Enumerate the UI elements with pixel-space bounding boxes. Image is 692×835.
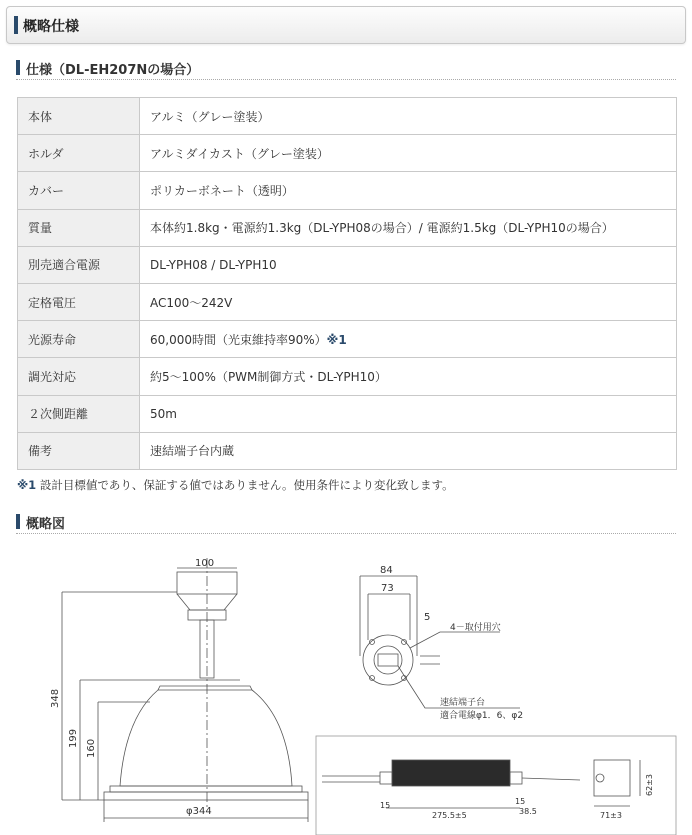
spec-row	[18, 209, 677, 246]
spec-value: アルミダイカスト（グレー塗装）	[150, 146, 329, 161]
dim-label-160: 160	[86, 738, 97, 758]
spec-value-cell	[140, 283, 677, 320]
cover-plate	[104, 792, 308, 800]
spec-value: DL-YPH08 / DL-YPH10	[150, 257, 277, 272]
dim-label-100: 100	[195, 558, 215, 569]
dim-label-15-left: 15	[380, 801, 391, 810]
psu-end-port	[596, 774, 604, 782]
spec-value-cell	[140, 321, 677, 358]
dim-label-73: 73	[381, 583, 394, 594]
spec-label: ホルダ	[18, 135, 140, 172]
spec-value-cell	[140, 135, 677, 172]
spec-row	[18, 98, 677, 135]
dim-label-diameter: φ344	[186, 806, 212, 817]
footnote-text: 設計目標値であり、保証する値ではありません。使用条件により変化致します。	[36, 478, 454, 492]
psu-end-view	[594, 760, 630, 796]
spec-row	[18, 283, 677, 320]
spec-value-cell	[140, 172, 677, 209]
spec-value-cell	[140, 358, 677, 395]
spec-value: 60,000時間（光束維持率90%）	[150, 332, 327, 347]
spec-row	[18, 246, 677, 283]
spec-label: 質量	[18, 209, 140, 246]
dim-label-15-right: 15	[515, 797, 526, 806]
section-accent-bar	[16, 514, 20, 529]
psu-body	[392, 760, 510, 786]
spec-row	[18, 432, 677, 469]
spec-label: 別売適合電源	[18, 246, 140, 283]
spec-row	[18, 395, 677, 432]
spec-row	[18, 135, 677, 172]
spec-row	[18, 172, 677, 209]
spec-value-cell	[140, 432, 677, 469]
spec-label: 備考	[18, 432, 140, 469]
footnote-mark: ※1	[17, 478, 37, 492]
footnote	[17, 477, 454, 493]
spec-value: 本体約1.8kg・電源約1.3kg（DL-YPH08の場合）/ 電源約1.5kg（DL-YPH10の場合）	[150, 221, 614, 236]
dim-label-84: 84	[380, 565, 393, 576]
note-reference: ※1	[326, 332, 347, 347]
spec-section-title	[16, 58, 676, 80]
spec-row	[18, 321, 677, 358]
header-accent-bar	[14, 16, 18, 34]
dim-label-5: 5	[424, 612, 431, 623]
spec-value: 約5～100%（PWM制御方式・DL-YPH10）	[150, 369, 387, 384]
dim-label-62: 62±3	[645, 774, 654, 796]
section-accent-bar	[16, 60, 20, 75]
spec-label: 本体	[18, 98, 140, 135]
spec-label: 定格電圧	[18, 283, 140, 320]
label-wire: 適合電線φ1．6、φ2	[440, 711, 524, 721]
dim-label-38-5: 38.5	[519, 807, 537, 816]
shade-top-ring	[158, 686, 252, 690]
spec-value-cell	[140, 246, 677, 283]
overview-panel-header	[6, 6, 686, 44]
dim-label-psu-length: 275.5±5	[432, 811, 467, 820]
spec-value: アルミ（グレー塗装）	[150, 109, 270, 124]
spec-value: 速結端子台内蔵	[150, 444, 235, 459]
drawing-section-heading: 概略図	[26, 517, 66, 532]
shade-rim	[110, 786, 302, 792]
spec-label: カバー	[18, 172, 140, 209]
spec-value-cell	[140, 98, 677, 135]
spec-value: 50m	[150, 406, 177, 421]
shade-body	[120, 690, 292, 786]
psu-wire-right	[522, 778, 580, 780]
label-mount-holes: 4－取付用穴	[450, 623, 501, 633]
panel-title: 概略仕様	[23, 19, 79, 35]
drawing-section-title	[16, 512, 676, 534]
spec-value-cell	[140, 395, 677, 432]
spec-section-heading: 仕様（DL-EH207Nの場合）	[26, 63, 200, 78]
spec-value: ポリカーボネート（透明）	[150, 183, 294, 198]
psu-cap-right	[510, 772, 522, 784]
dim-label-71: 71±3	[600, 811, 622, 820]
dim-label-348: 348	[50, 688, 61, 708]
outline-drawing	[0, 548, 692, 835]
spec-label: 光源寿命	[18, 321, 140, 358]
spec-label: ２次側距離	[18, 395, 140, 432]
spec-value: AC100～242V	[150, 295, 233, 310]
dim-label-199: 199	[68, 728, 79, 748]
spec-table	[17, 97, 677, 470]
spec-row	[18, 358, 677, 395]
spec-label: 調光対応	[18, 358, 140, 395]
spec-value-cell	[140, 209, 677, 246]
terminal-block	[378, 654, 398, 666]
leader-mount-holes	[410, 632, 500, 648]
label-terminal: 速結端子台	[440, 698, 486, 708]
psu-cap-left	[380, 772, 392, 784]
